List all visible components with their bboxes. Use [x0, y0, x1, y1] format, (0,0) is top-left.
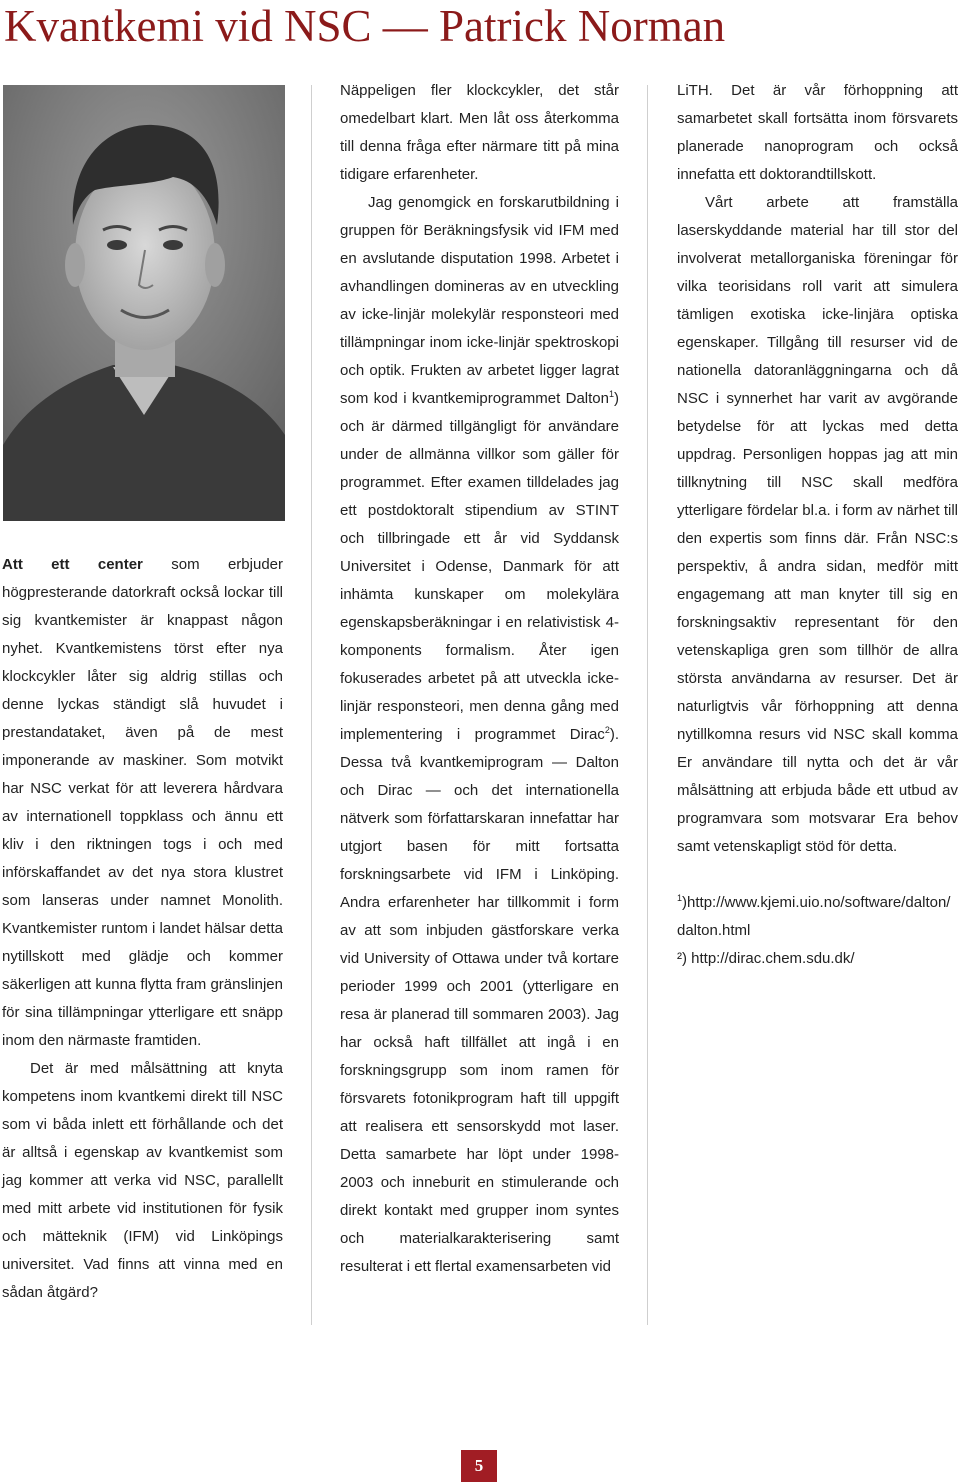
paragraph: Vårt arbete att framställa laserskyddande material har till stor del involverat metallorganiska föreningar för vilka teorisidans roll varit att simulera tämligen exotiska icke-linjära optiska egenskaper. Tillgång till resurser vid de nationella datoranläggningarna och då NSC i synnerhet har varit av avgörande betydelse för att lyckas med detta uppdrag. Personligen hoppas jag att min tillknytning till NSC skall medföra ytterligare fördelar bl.a. i form av närhet till den expertis som finns där. Från NSC:s perspektiv, å andra sidan, medför mitt engagemang att man knyter till sig en forskningsaktiv representant för den vetenskapliga gren som tillhör de allra största användarna av resurser. Det är naturligtvis vår förhoppning att denna nytillkomna resurs vid NSC skall komma Er användare till nytta och det är vår målsättning att erbjuda både ett utbud av programvara som motsvarar Era behov samt vetenskapligt stöd för detta.	[677, 194, 958, 855]
column-1	[2, 551, 283, 1307]
paragraph-text: ) och är därmed tillgängligt för användare under de allmänna villkor som gäller för programmet. Efter examen tilldelades jag ett postdoktoralt stipendium av STINT och tillbringade ett år vid Syddansk Universitet i Odense, Danmark för att inhämta kunskaper om molekylära egenskapsberäkningar i en relativistisk 4-komponents formalism. Åter igen fokuserades arbetet på att utveckla icke-linjär responsteori, men denna gång med implementering i programmet Dirac	[340, 390, 619, 743]
lead-in: Att ett center	[2, 556, 143, 573]
footnote-mark: 1	[608, 389, 614, 399]
footnote-mark: 2	[604, 725, 610, 735]
footnote-link: )http://www.kjemi.uio.no/software/dalton/dalton.html	[677, 894, 951, 939]
column-2	[340, 77, 619, 1281]
paragraph	[340, 189, 619, 1281]
paragraph-intro	[2, 551, 283, 1055]
paragraph-text: Jag genomgick en forskarutbildning i gruppen för Beräkningsfysik vid IFM med en avslutande disputation 1998. Arbetet i avhandlingen domineras av en utveckling av icke-linjär molekylär responsteori med tillämpningar inom icke-linjär spektroskopi och optik. Frukten av arbetet ligger lagrat som kod i kvantkemiprogrammet Dalton	[340, 194, 619, 407]
paragraph: Näppeligen fler klockcykler, det står omedelbart klart. Men låt oss återkomma till denna fråga efter närmare titt på mina tidigare erfarenheter.	[340, 82, 619, 183]
page-number: 5	[461, 1450, 497, 1482]
footnote-1	[677, 889, 958, 945]
paragraph-text: ). Dessa två kvantkemiprogram — Dalton och Dirac — och det internationella nätverk som författarskaran innefattar har utgjort basen för mitt fortsatta forskningsarbete vid IFM i Linköping. Andra erfarenheter har tillkommit i form av att som inbjuden gästforskare verka vid University of Ottawa under två kortare perioder 1999 och 2001 (ytterligare en resa är planerad till sommaren 2003). Jag har också haft tillfället att ingå i en forskningsgrupp som inom ramen för försvarets fotonikprogram haft till uppgift att realisera ett sensorskydd mot laser. Detta samarbete har löpt under 1998-2003 och inneburit en stimulerande och direkt kontakt med grupper inom syntes och materialkarakterisering samt resulterat i ett flertal examensarbeten vid	[340, 726, 619, 1275]
paragraph-text: som erbjuder högpresterande datorkraft också lockar till sig kvantkemister är knappast någon nyhet. Kvantkemistens törst efter nya klockcykler låter sig aldrig stillas och denne lyckas ständigt slå huvudet i prestandataket, även på de mest imponerande av maskiner. Som motvikt har NSC verkat för att leverera hårdvara av internationell toppklass och ännu ett kliv i den riktningen togs i och med införskaffandet av det nya stora klustret som lanseras under namnet Monolith. Kvantkemister runtom i landet hälsar detta nytillskott med glädje och kommer säkerligen att kunna flytta fram gränslinjen för sina tillämpningar ytterligare ett snäpp inom den närmaste framtiden.	[2, 556, 283, 1049]
article-title: Kvantkemi vid NSC — Patrick Norman	[4, 1, 726, 51]
column-divider	[311, 85, 312, 1325]
footnote-2: ²) http://dirac.chem.sdu.dk/	[677, 950, 855, 967]
author-photo	[3, 85, 285, 521]
column-3	[677, 77, 958, 973]
footnote-mark: 1	[677, 893, 683, 903]
paragraph: LiTH. Det är vår förhoppning att samarbetet skall fortsätta inom försvarets planerade nanoprogram och också innefatta ett doktorandtillskott.	[677, 82, 958, 183]
paragraph: Det är med målsättning att knyta kompetens inom kvantkemi direkt till NSC som vi båda inlett ett förhållande och det är alltså i egenskap av kvantkemist som jag kommer att verka vid NSC, parallellt med mitt arbete vid institutionen för fysik och mätteknik (IFM) vid Linköpings universitet. Vad finns att vinna med en sådan åtgärd?	[2, 1060, 283, 1301]
footnotes	[677, 889, 958, 973]
column-divider	[647, 85, 648, 1325]
